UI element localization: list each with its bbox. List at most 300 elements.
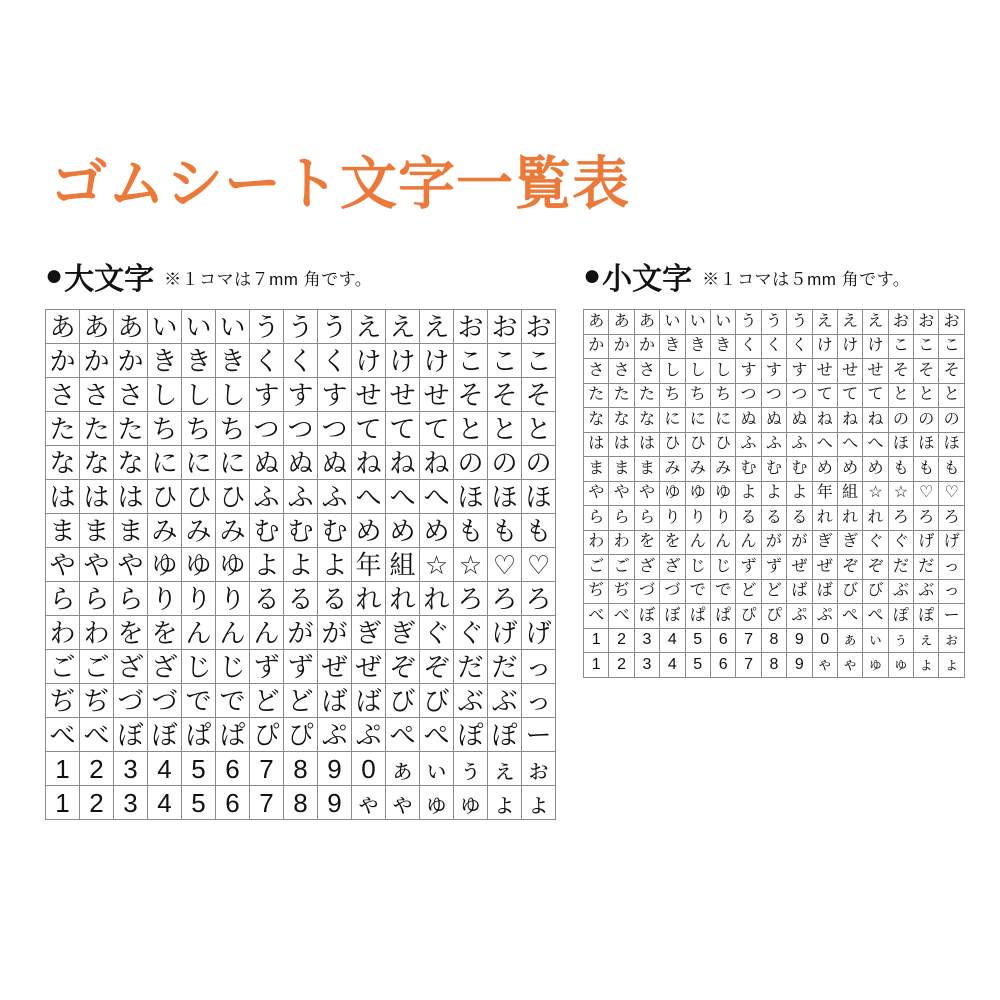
grid-cell: 4 [660,653,684,677]
grid-cell: で [711,580,735,604]
section-large-note: ※１コマは７mm 角です。 [164,270,373,289]
grid-cell: わ [584,531,608,555]
grid-cell: ぁ [386,752,419,785]
grid-cell: ひ [711,433,735,457]
grid-cell: み [711,457,735,481]
grid-cell: 9 [318,752,351,785]
grid-cell: 1 [584,629,608,653]
grid-cell: げ [522,616,555,649]
grid-cell: す [318,378,351,411]
grid-cell: ね [386,446,419,479]
grid-cell: む [284,514,317,547]
grid-cell: り [686,506,710,530]
grid-cell: ☆ [454,548,487,581]
grid-cell: ぬ [284,446,317,479]
grid-cell: め [420,514,453,547]
grid-cell: ぽ [488,718,521,751]
grid-cell: ぱ [182,718,215,751]
grid-cell: え [420,310,453,343]
grid-cell: ら [584,506,608,530]
grid-cell: 4 [148,752,181,785]
grid-cell: ぶ [488,684,521,717]
grid-cell: ひ [182,480,215,513]
grid-cell: け [863,335,887,359]
grid-cell: の [889,408,913,432]
grid-cell: は [584,433,608,457]
grid-cell: っ [939,580,963,604]
grid-cell: ぷ [787,604,811,628]
grid-cell: ひ [148,480,181,513]
grid-cell: ら [80,582,113,615]
grid-cell: ざ [635,555,659,579]
grid-cell: ょ [914,653,938,677]
grid-cell: ぞ [863,555,887,579]
grid-cell: む [250,514,283,547]
grid-cell: い [711,310,735,334]
grid-cell: ぐ [454,616,487,649]
grid-cell: ざ [660,555,684,579]
grid-cell: ま [609,457,633,481]
grid-cell: お [488,310,521,343]
grid-cell: 7 [250,752,283,785]
grid-cell: い [216,310,249,343]
grid-cell: ざ [148,650,181,683]
grid-cell: さ [46,378,79,411]
grid-cell: の [914,408,938,432]
grid-cell: ぁ [838,629,862,653]
grid-cell: 3 [114,752,147,785]
grid-cell: げ [914,531,938,555]
grid-cell: れ [352,582,385,615]
grid-cell: よ [284,548,317,581]
grid-cell: ぶ [889,580,913,604]
grid-cell: た [46,412,79,445]
grid-cell: き [216,344,249,377]
grid-cell: ぷ [813,604,837,628]
grid-cell: ぞ [420,650,453,683]
grid-cell: な [635,408,659,432]
grid-cell: き [148,344,181,377]
grid-cell: さ [609,359,633,383]
grid-cell: し [216,378,249,411]
grid-cell: う [762,310,786,334]
grid-cell: 2 [80,752,113,785]
grid-cell: の [488,446,521,479]
grid-cell: し [711,359,735,383]
grid-cell: へ [838,433,862,457]
grid-cell: び [386,684,419,717]
grid-cell: ぇ [488,752,521,785]
grid-cell: づ [660,580,684,604]
grid-cell: く [318,344,351,377]
grid-cell: に [711,408,735,432]
grid-cell: ま [635,457,659,481]
grid-cell: て [352,412,385,445]
grid-cell: ゆ [182,548,215,581]
grid-cell: じ [216,650,249,683]
grid-cell: ぽ [889,604,913,628]
grid-cell: ♡ [522,548,555,581]
grid-cell: う [250,310,283,343]
grid-cell: 2 [609,629,633,653]
grid-cell: ん [216,616,249,649]
grid-cell: じ [686,555,710,579]
grid-cell: ぢ [584,580,608,604]
grid-cell: べ [609,604,633,628]
grid-cell: つ [787,384,811,408]
grid-cell: く [250,344,283,377]
grid-cell: 1 [46,786,79,819]
grid-cell: も [914,457,938,481]
grid-cell: づ [114,684,147,717]
grid-cell: 7 [736,629,760,653]
grid-cell: よ [318,548,351,581]
grid-cell: を [660,531,684,555]
grid-cell: ゆ [148,548,181,581]
grid-cell: 6 [711,653,735,677]
grid-cell: も [488,514,521,547]
grid-cell: ☆ [863,482,887,506]
grid-cell: み [216,514,249,547]
grid-cell: た [609,384,633,408]
grid-cell: と [914,384,938,408]
grid-cell: ぼ [114,718,147,751]
grid-cell: 0 [352,752,385,785]
grid-cell: せ [386,378,419,411]
grid-cell: ぎ [813,531,837,555]
grid-cell: け [813,335,837,359]
grid-cell: て [386,412,419,445]
grid-cell: は [80,480,113,513]
section-small-characters [583,254,965,678]
grid-cell: ら [114,582,147,615]
grid-cell: づ [635,580,659,604]
grid-cell: ほ [889,433,913,457]
grid-cell: お [889,310,913,334]
grid-cell: る [318,582,351,615]
grid-cell: ば [318,684,351,717]
grid-cell: ま [584,457,608,481]
grid-cell: 1 [584,653,608,677]
large-character-grid [45,309,556,820]
grid-cell: か [609,335,633,359]
grid-cell: ん [250,616,283,649]
grid-cell: っ [522,684,555,717]
grid-cell: け [352,344,385,377]
grid-cell: や [80,548,113,581]
section-small-heading [583,254,692,298]
grid-cell: た [114,412,147,445]
grid-cell: こ [488,344,521,377]
grid-cell: き [660,335,684,359]
grid-cell: い [182,310,215,343]
grid-cell: も [454,514,487,547]
grid-cell: ぴ [284,718,317,751]
grid-cell: よ [787,482,811,506]
page-title: ゴムシート文字一覧表 [50,152,630,216]
grid-cell: ぎ [838,531,862,555]
grid-cell: す [762,359,786,383]
grid-cell: 6 [216,786,249,819]
grid-cell: り [148,582,181,615]
grid-cell: あ [584,310,608,334]
grid-cell: へ [386,480,419,513]
bullet-icon: ● [583,259,602,292]
grid-cell: ほ [939,433,963,457]
grid-cell: ぞ [838,555,862,579]
grid-cell: づ [148,684,181,717]
grid-cell: か [80,344,113,377]
grid-cell: び [863,580,887,604]
grid-cell: め [352,514,385,547]
grid-cell: ぐ [420,616,453,649]
grid-cell: ぢ [46,684,79,717]
grid-cell: 5 [182,786,215,819]
grid-cell: ぢ [609,580,633,604]
grid-cell: お [454,310,487,343]
grid-cell: ま [80,514,113,547]
grid-cell: 9 [318,786,351,819]
grid-cell: は [46,480,79,513]
grid-cell: す [787,359,811,383]
grid-cell: ー [939,604,963,628]
grid-cell: ん [736,531,760,555]
grid-cell: じ [711,555,735,579]
grid-cell: ☆ [889,482,913,506]
grid-cell: ご [46,650,79,683]
grid-cell: 8 [284,786,317,819]
grid-cell: ぷ [352,718,385,751]
grid-cell: ろ [522,582,555,615]
grid-cell: い [686,310,710,334]
grid-cell: ず [250,650,283,683]
grid-cell: せ [863,359,887,383]
grid-cell: ぶ [454,684,487,717]
grid-cell: な [114,446,147,479]
grid-cell: は [635,433,659,457]
grid-cell: ん [686,531,710,555]
grid-cell: な [80,446,113,479]
grid-cell: ぼ [148,718,181,751]
grid-cell: た [635,384,659,408]
grid-cell: い [660,310,684,334]
grid-cell: の [454,446,487,479]
grid-cell: も [889,457,913,481]
grid-cell: が [762,531,786,555]
grid-cell: は [114,480,147,513]
grid-cell: へ [420,480,453,513]
grid-cell: れ [863,506,887,530]
grid-cell: へ [813,433,837,457]
grid-cell: こ [914,335,938,359]
grid-cell: ろ [454,582,487,615]
grid-cell: と [488,412,521,445]
grid-cell: 8 [762,653,786,677]
grid-cell: ゆ [216,548,249,581]
small-character-grid [583,309,965,678]
grid-cell: ば [787,580,811,604]
grid-cell: す [250,378,283,411]
grid-cell: ま [114,514,147,547]
grid-cell: よ [736,482,760,506]
grid-cell: た [584,384,608,408]
grid-cell: ち [148,412,181,445]
grid-cell: て [838,384,862,408]
grid-cell: こ [454,344,487,377]
grid-cell: お [914,310,938,334]
grid-cell: り [216,582,249,615]
grid-cell: あ [609,310,633,334]
grid-cell: ゆ [686,482,710,506]
grid-cell: つ [318,412,351,445]
grid-cell: な [609,408,633,432]
grid-cell: か [584,335,608,359]
grid-cell: 4 [660,629,684,653]
grid-cell: ぴ [250,718,283,751]
grid-cell: な [584,408,608,432]
grid-cell: ど [736,580,760,604]
grid-cell: ら [635,506,659,530]
grid-cell: る [284,582,317,615]
grid-cell: ひ [660,433,684,457]
grid-cell: ゆ [660,482,684,506]
grid-cell: へ [352,480,385,513]
grid-cell: う [736,310,760,334]
grid-cell: さ [80,378,113,411]
grid-cell: 5 [686,629,710,653]
grid-cell: ぱ [216,718,249,751]
grid-cell: だ [914,555,938,579]
grid-cell: と [889,384,913,408]
grid-cell: か [635,335,659,359]
grid-cell: ず [762,555,786,579]
grid-cell: し [182,378,215,411]
grid-cell: さ [114,378,147,411]
grid-cell: ぺ [863,604,887,628]
grid-cell: む [318,514,351,547]
grid-cell: い [148,310,181,343]
grid-cell: ひ [686,433,710,457]
grid-cell: ぴ [762,604,786,628]
grid-cell: ふ [736,433,760,457]
grid-cell: そ [454,378,487,411]
grid-cell: は [609,433,633,457]
grid-cell: ぅ [454,752,487,785]
grid-cell: ね [838,408,862,432]
grid-cell: む [736,457,760,481]
grid-cell: ち [182,412,215,445]
grid-cell: 9 [787,653,811,677]
grid-cell: や [46,548,79,581]
grid-cell: め [386,514,419,547]
grid-cell: み [148,514,181,547]
grid-cell: け [420,344,453,377]
grid-cell: せ [352,378,385,411]
grid-cell: ぜ [813,555,837,579]
grid-cell: ば [352,684,385,717]
grid-cell: り [182,582,215,615]
grid-cell: ど [250,684,283,717]
grid-cell: え [838,310,862,334]
grid-cell: だ [488,650,521,683]
grid-cell: ぜ [787,555,811,579]
grid-cell: そ [488,378,521,411]
grid-cell: に [216,446,249,479]
section-large-header [45,254,556,298]
grid-cell: く [787,335,811,359]
grid-cell: し [686,359,710,383]
grid-cell: ざ [114,650,147,683]
grid-cell: ほ [454,480,487,513]
grid-cell: ゃ [352,786,385,819]
grid-cell: そ [522,378,555,411]
grid-cell: に [686,408,710,432]
grid-cell: ほ [914,433,938,457]
grid-cell: ず [736,555,760,579]
grid-cell: う [787,310,811,334]
grid-cell: ぴ [736,604,760,628]
grid-cell: と [454,412,487,445]
grid-cell: ぃ [420,752,453,785]
grid-cell: べ [80,718,113,751]
grid-cell: だ [454,650,487,683]
grid-cell: べ [584,604,608,628]
grid-cell: ぼ [660,604,684,628]
grid-cell: ん [711,531,735,555]
grid-cell: 6 [711,629,735,653]
grid-cell: ほ [522,480,555,513]
grid-cell: せ [813,359,837,383]
grid-cell: ろ [939,506,963,530]
grid-cell: ご [584,555,608,579]
grid-cell: ち [686,384,710,408]
grid-cell: く [284,344,317,377]
grid-cell: ♡ [488,548,521,581]
grid-cell: れ [813,506,837,530]
grid-cell: つ [762,384,786,408]
grid-cell: ょ [488,786,521,819]
grid-cell: ょ [939,653,963,677]
grid-cell: ♡ [914,482,938,506]
grid-cell: に [660,408,684,432]
section-large-heading-label: 大文字 [64,263,155,296]
grid-cell: り [711,506,735,530]
grid-cell: え [386,310,419,343]
grid-cell: む [762,457,786,481]
grid-cell: ね [420,446,453,479]
grid-cell: 4 [148,786,181,819]
grid-cell: 8 [762,629,786,653]
grid-cell: ご [80,650,113,683]
grid-cell: ぽ [914,604,938,628]
grid-cell: 2 [609,653,633,677]
grid-cell: う [284,310,317,343]
grid-cell: さ [584,359,608,383]
grid-cell: れ [838,506,862,530]
grid-cell: ふ [284,480,317,513]
grid-cell: ご [609,555,633,579]
grid-cell: せ [420,378,453,411]
grid-cell: だ [889,555,913,579]
grid-cell: ね [352,446,385,479]
grid-cell: 7 [250,786,283,819]
grid-cell: ぢ [80,684,113,717]
grid-cell: ふ [250,480,283,513]
grid-cell: き [686,335,710,359]
grid-cell: す [736,359,760,383]
grid-cell: や [635,482,659,506]
grid-cell: え [352,310,385,343]
